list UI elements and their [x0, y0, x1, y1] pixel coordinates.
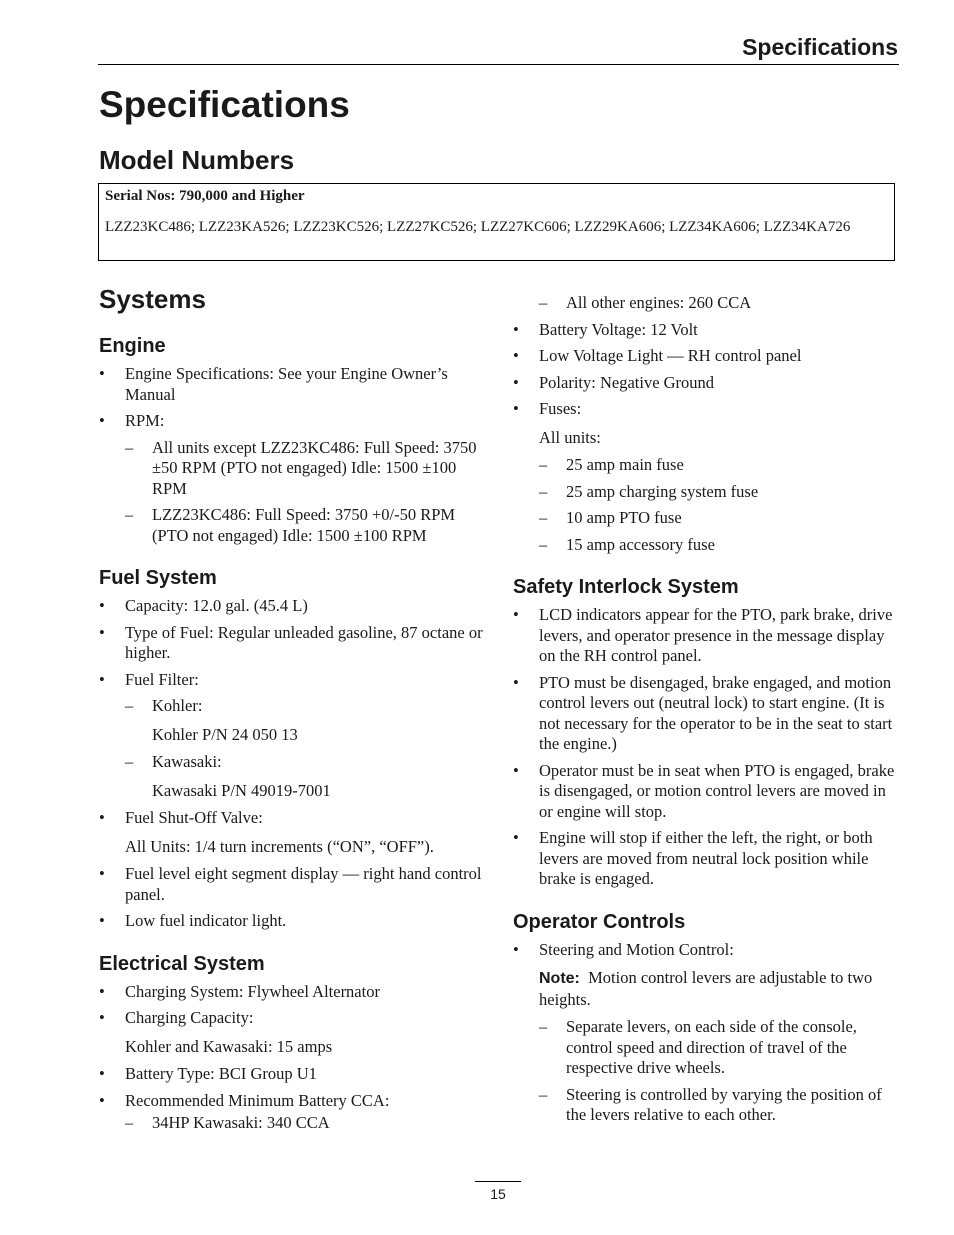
rpm-lzz23kc486: LZZ23KC486: Full Speed: 3750 +0/-50 RPM (PTO not engaged) Idle: 1500 ±100 RPM	[152, 505, 456, 545]
footer-rule	[475, 1181, 521, 1182]
list-item	[99, 670, 489, 691]
cca-34hp: 34HP Kawasaki: 340 CCA	[152, 1113, 330, 1132]
list-item	[99, 1091, 489, 1112]
dash-marker: –	[539, 1017, 548, 1036]
sub-item	[513, 535, 901, 556]
systems-heading: Systems	[99, 284, 206, 314]
cca-other-engines: All other engines: 260 CCA	[566, 293, 752, 312]
filter-kawasaki: Kawasaki:	[152, 752, 222, 771]
sub-item	[513, 1017, 901, 1079]
charging-capacity: Charging Capacity:	[125, 1008, 254, 1027]
sub-item	[99, 1113, 489, 1134]
list-item	[513, 346, 901, 367]
engine-heading: Engine	[99, 335, 166, 357]
kawasaki-part-number: Kawasaki P/N 49019-7001	[152, 780, 331, 800]
list-item	[99, 364, 489, 405]
list-item	[99, 1064, 489, 1085]
model-numbers-heading: Model Numbers	[99, 145, 295, 175]
safety-item-2: PTO must be disengaged, brake engaged, and motion control levers out (neutral lock) to start engine. (It is not necessary for the operator to be in the seat to start the engine.)	[539, 672, 893, 753]
fuse-accessory: 15 amp accessory fuse	[566, 534, 715, 554]
bullet-marker: •	[513, 399, 519, 418]
bullet-marker: •	[99, 808, 105, 827]
sub-item	[513, 508, 901, 529]
safety-item-1: LCD indicators appear for the PTO, park brake, drive levers, and operator presence in the message display on the RH control panel.	[539, 605, 893, 665]
bullet-marker: •	[513, 372, 519, 392]
model-numbers-box	[98, 183, 895, 261]
list-item	[513, 605, 901, 667]
list-item	[513, 761, 901, 823]
sub-item	[513, 455, 901, 476]
list-item	[99, 1008, 489, 1029]
dash-marker: –	[125, 505, 134, 524]
battery-voltage: Battery Voltage: 12 Volt	[539, 319, 698, 339]
bullet-marker: •	[99, 411, 105, 430]
sub-item	[99, 696, 489, 717]
bullet-marker: •	[513, 605, 519, 624]
fuses: Fuses:	[539, 399, 582, 418]
minimum-battery-cca: Recommended Minimum Battery CCA:	[125, 1090, 390, 1110]
bullet-marker: •	[513, 319, 519, 339]
bullet-marker: •	[99, 622, 105, 642]
bullet-marker: •	[99, 1064, 105, 1083]
list-item	[513, 320, 901, 341]
fuse-main: 25 amp main fuse	[566, 455, 684, 474]
bullet-marker: •	[513, 939, 519, 959]
fuel-shutoff: Fuel Shut-Off Valve:	[125, 808, 263, 827]
engine-rpm: RPM:	[125, 411, 165, 430]
right-column	[513, 293, 901, 1132]
dash-marker: –	[539, 455, 548, 474]
operator-controls-heading: Operator Controls	[513, 910, 686, 933]
filter-kohler: Kohler:	[152, 696, 203, 715]
list-item	[99, 596, 489, 617]
engine-spec: Engine Specifications: See your Engine Owner’s Manual	[125, 364, 448, 404]
dash-marker: –	[125, 752, 134, 771]
battery-type: Battery Type: BCI Group U1	[125, 1064, 317, 1083]
note-label: Note:	[539, 970, 580, 987]
separate-levers: Separate levers, on each side of the console, control speed and direction of travel of the respective drive wheels.	[566, 1017, 857, 1077]
polarity: Polarity: Negative Ground	[539, 372, 715, 392]
sub-item	[513, 1085, 901, 1126]
fuel-filter: Fuel Filter:	[125, 669, 199, 689]
fuel-level-display: Fuel level eight segment display — right hand control panel.	[125, 864, 482, 904]
page-title: Specifications	[99, 84, 350, 125]
bullet-marker: •	[99, 864, 105, 883]
fuses-all-units: All units:	[539, 427, 601, 447]
safety-interlock-heading: Safety Interlock System	[513, 576, 739, 598]
shutoff-detail: All Units: 1/4 turn increments (“ON”, “OFF”).	[125, 836, 434, 856]
capacity-detail: Kohler and Kawasaki: 15 amps	[125, 1036, 333, 1056]
bullet-marker: •	[513, 672, 519, 692]
dash-marker: –	[125, 1113, 134, 1132]
bullet-marker: •	[513, 346, 519, 365]
sub-item	[513, 293, 901, 314]
header-rule	[98, 64, 899, 65]
fuse-pto: 10 amp PTO fuse	[566, 508, 682, 527]
list-item	[513, 373, 901, 394]
list-item	[99, 864, 489, 905]
low-fuel-light: Low fuel indicator light.	[125, 911, 287, 930]
list-item	[513, 828, 901, 890]
serial-numbers: Serial Nos: 790,000 and Higher	[105, 188, 305, 204]
steering-motion: Steering and Motion Control:	[539, 939, 734, 959]
safety-item-4: Engine will stop if either the left, the right, or both levers are moved from neutral lock position while brake is engaged.	[539, 828, 873, 888]
bullet-marker: •	[99, 911, 105, 930]
sub-item	[99, 752, 489, 773]
note	[513, 968, 901, 1010]
list-item	[99, 982, 489, 1003]
dash-marker: –	[539, 534, 548, 554]
sub-item	[99, 505, 489, 546]
dash-marker: –	[539, 1084, 548, 1104]
fuel-system-heading: Fuel System	[99, 567, 217, 589]
list-item	[99, 808, 489, 829]
dash-marker: –	[539, 481, 548, 501]
bullet-marker: •	[513, 828, 519, 847]
running-header: Specifications	[742, 34, 898, 60]
dash-marker: –	[125, 437, 134, 457]
bullet-marker: •	[99, 669, 105, 689]
safety-item-3: Operator must be in seat when PTO is engaged, brake is disengaged, or motion control levers are moved in or engine will stop.	[539, 760, 895, 821]
steering-control: Steering is controlled by varying the position of the levers relative to each other.	[566, 1084, 882, 1124]
dash-marker: –	[539, 293, 548, 312]
kohler-part-number: Kohler P/N 24 050 13	[152, 724, 298, 744]
fuel-type: Type of Fuel: Regular unleaded gasoline, 87 octane or higher.	[125, 622, 483, 662]
list-item	[99, 623, 489, 664]
list-item	[99, 411, 489, 432]
electrical-system-heading: Electrical System	[99, 952, 265, 975]
rpm-all-units: All units except LZZ23KC486: Full Speed: 3750 ±50 RPM (PTO not engaged) Idle: 1500 ±100 RPM	[152, 437, 477, 498]
charging-system: Charging System: Flywheel Alternator	[125, 981, 380, 1001]
sub-item	[513, 482, 901, 503]
bullet-marker: •	[99, 596, 105, 615]
bullet-marker: •	[99, 1090, 105, 1110]
list-item	[513, 673, 901, 755]
low-voltage-light: Low Voltage Light — RH control panel	[539, 346, 802, 365]
note-text: Motion control levers are adjustable to two heights.	[539, 968, 873, 1009]
dash-marker: –	[125, 696, 134, 715]
sub-item	[99, 438, 489, 500]
fuel-capacity: Capacity: 12.0 gal. (45.4 L)	[125, 596, 308, 615]
bullet-marker: •	[99, 981, 105, 1001]
bullet-marker: •	[513, 760, 519, 780]
list-item	[99, 911, 489, 932]
fuse-charging: 25 amp charging system fuse	[566, 481, 759, 501]
dash-marker: –	[539, 508, 548, 527]
left-column	[99, 334, 489, 1140]
list-item	[513, 399, 901, 420]
list-item	[513, 940, 901, 961]
bullet-marker: •	[99, 364, 105, 383]
page-number: 15	[490, 1186, 506, 1202]
bullet-marker: •	[99, 1008, 105, 1027]
model-list: LZZ23KC486; LZZ23KA526; LZZ23KC526; LZZ27KC526; LZZ27KC606; LZZ29KA606; LZZ34KA606; LZZ34KA726	[105, 219, 851, 235]
